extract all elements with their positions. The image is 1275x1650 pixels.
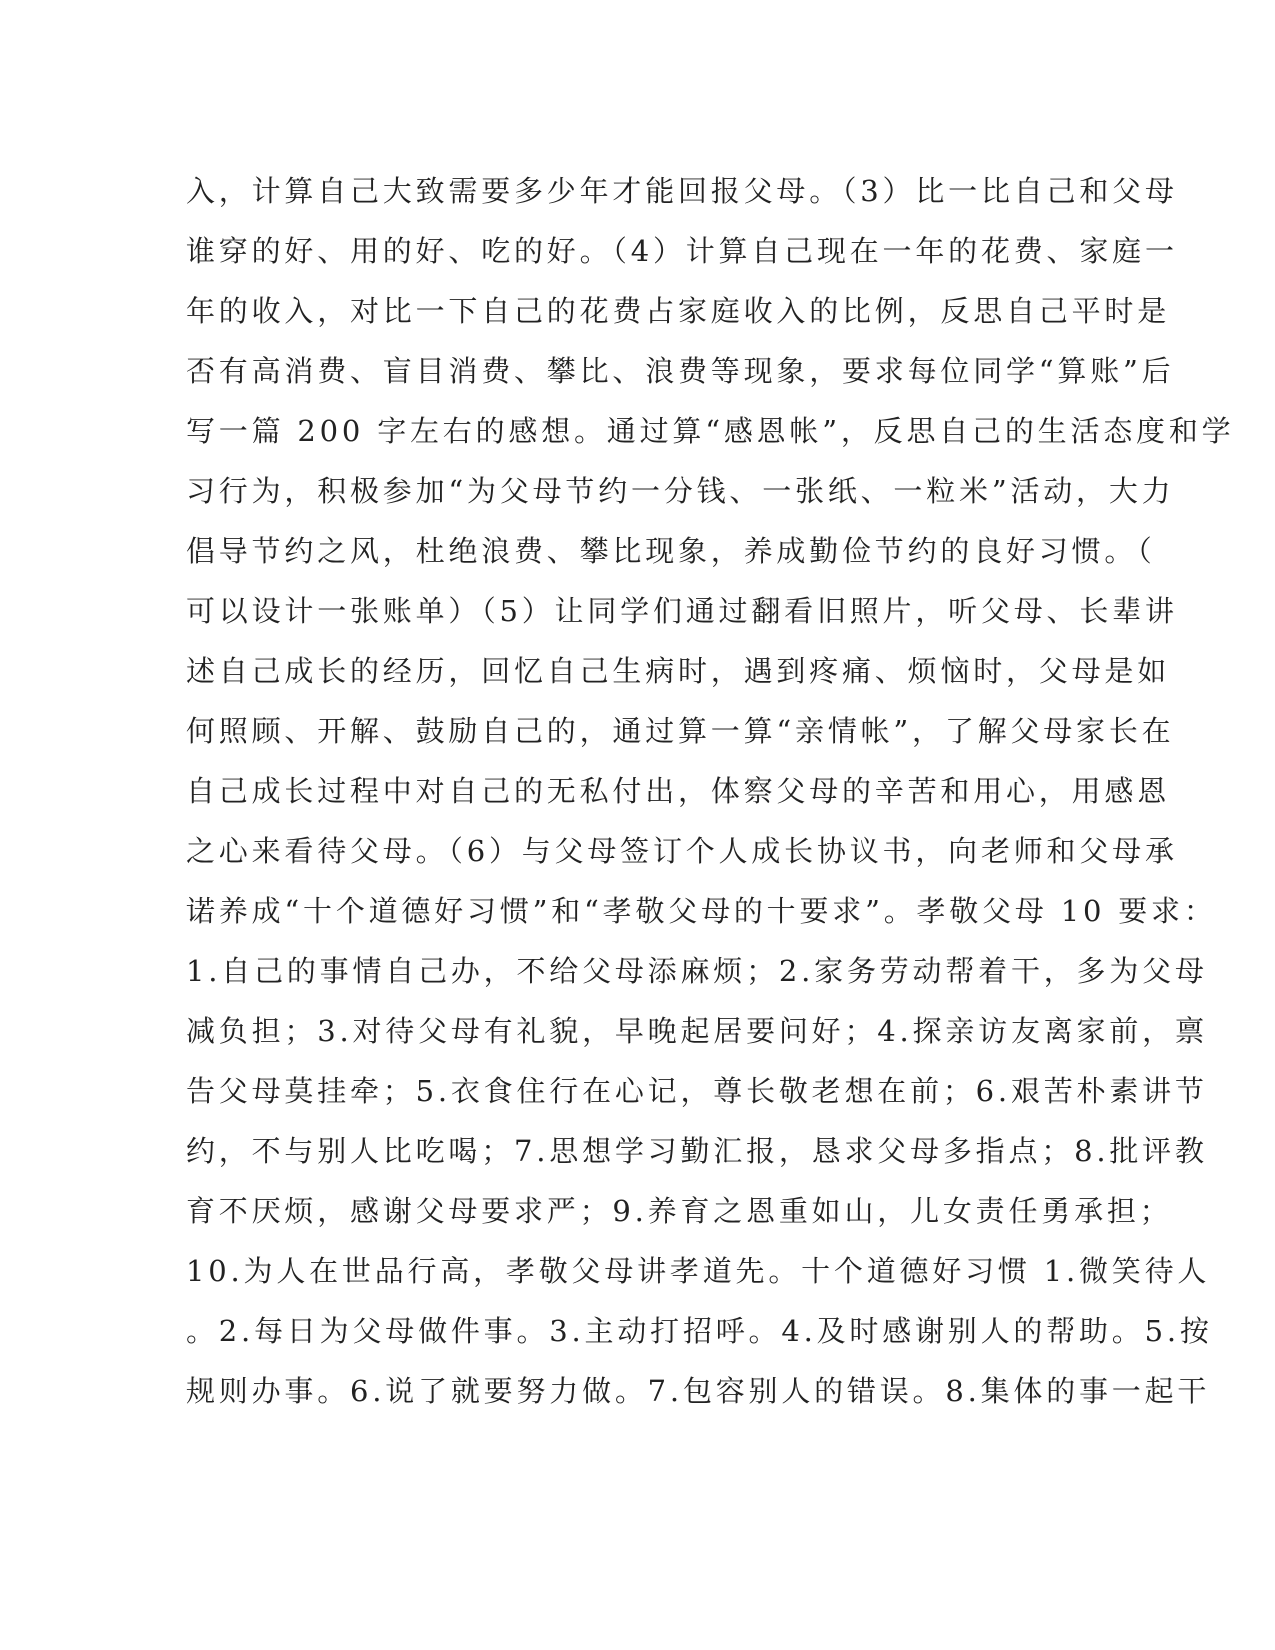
text-line: 年的收入，对比一下自己的花费占家庭收入的比例，反思自己平时是 — [186, 294, 1171, 328]
text-line: 写一篇 200 字左右的感想。通过算“感恩帐”，反思自己的生活态度和学 — [186, 414, 1235, 448]
text-line: 约，不与别人比吃喝；7.思想学习勤汇报，恳求父母多指点；8.批评教 — [186, 1134, 1208, 1168]
text-line: 10.为人在世品行高，孝敬父母讲孝道先。十个道德好习惯 1.微笑待人 — [186, 1254, 1211, 1288]
text-line: 何照顾、开解、鼓励自己的，通过算一算“亲情帐”，了解父母家长在 — [186, 714, 1175, 748]
text-line: 规则办事。6.说了就要努力做。7.包容别人的错误。8.集体的事一起干 — [186, 1374, 1211, 1408]
text-line: 自己成长过程中对自己的无私付出，体察父母的辛苦和用心，用感恩 — [186, 774, 1171, 808]
text-line: 谁穿的好、用的好、吃的好。（4）计算自己现在一年的花费、家庭一 — [186, 234, 1178, 268]
text-line: 告父母莫挂牵；5.衣食住行在心记，尊长敬老想在前；6.艰苦朴素讲节 — [186, 1074, 1208, 1108]
text-line: 述自己成长的经历，回忆自己生病时，遇到疼痛、烦恼时，父母是如 — [186, 654, 1171, 688]
text-line: 减负担；3.对待父母有礼貌，早晚起居要问好；4.探亲访友离家前，禀 — [186, 1014, 1208, 1048]
text-line: 习行为，积极参加“为父母节约一分钱、一张纸、一粒米”活动，大力 — [186, 474, 1175, 508]
text-line: 可以设计一张账单）（5）让同学们通过翻看旧照片，听父母、长辈讲 — [186, 594, 1178, 628]
text-line: 入，计算自己大致需要多少年才能回报父母。（3）比一比自己和父母 — [186, 174, 1178, 208]
text-line: 。2.每日为父母做件事。3.主动打招呼。4.及时感谢别人的帮助。5.按 — [186, 1314, 1213, 1348]
text-line: 诺养成“十个道德好习惯”和“孝敬父母的十要求”。孝敬父母 10 要求： — [186, 894, 1217, 928]
text-line: 育不厌烦，感谢父母要求严；9.养育之恩重如山，儿女责任勇承担； — [186, 1194, 1173, 1228]
text-line: 否有高消费、盲目消费、攀比、浪费等现象，要求每位同学“算账”后 — [186, 354, 1175, 388]
text-line: 倡导节约之风，杜绝浪费、攀比现象，养成勤俭节约的良好习惯。（ — [186, 534, 1156, 568]
text-line: 1.自己的事情自己办，不给父母添麻烦；2.家务劳动帮着干，多为父母 — [186, 954, 1208, 988]
text-line: 之心来看待父母。（6）与父母签订个人成长协议书，向老师和父母承 — [186, 834, 1178, 868]
body-text — [186, 161, 1235, 1421]
